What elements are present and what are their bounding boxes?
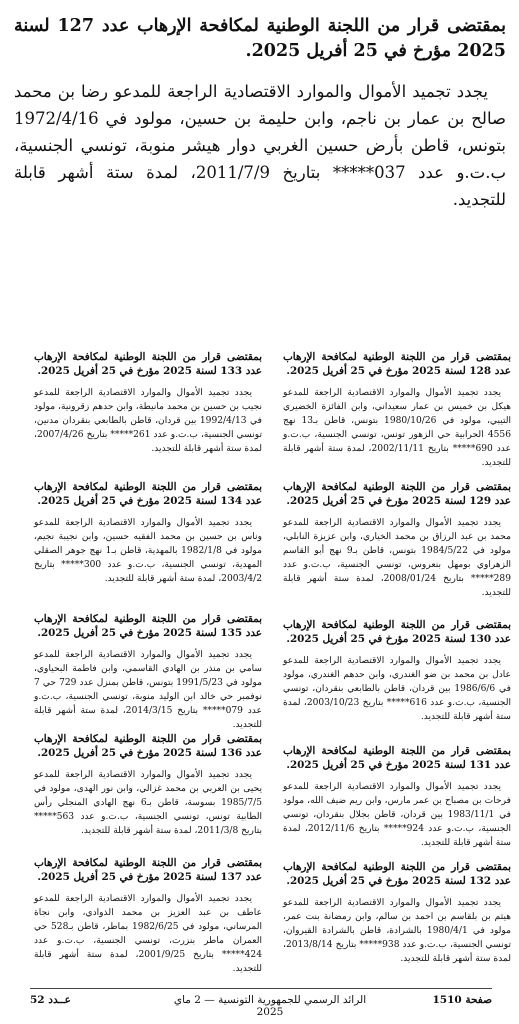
decree-heading: بمقتضى قرار من اللجنة الوطنية لمكافحة الإرهاب عدد 129 لسنة 2025 مؤرخ في 25 أفريل 2025. [283, 481, 511, 507]
decree-body: يجدد تجميد الأموال والموارد الاقتصادية الراجعة للمدعو هيكل بن خميس بن عمار سعيداني، وابن الفائزة الخضيري التيبي، مولود في 1980/10/26 بتونس، قاطن بـ13 نهج 4556 الحرابية حي الزهور تونس، تونسي الجنسية، ب.ت.و عدد 690***** بتاريخ 2002/11/11، لمدة ستة أشهر قابلة للتجديد. [283, 388, 512, 468]
issue-number: عــدد 52 [30, 994, 71, 1006]
lead-decree [14, 14, 506, 213]
decree-heading: بمقتضى قرار من اللجنة الوطنية لمكافحة الإرهاب عدد 131 لسنة 2025 مؤرخ في 25 أفريل 2025. [283, 745, 511, 771]
decree-heading: بمقتضى قرار من اللجنة الوطنية لمكافحة الإرهاب عدد 135 لسنة 2025 مؤرخ في 25 أفريل 2025. [34, 613, 262, 639]
decree-body: يجدد تجميد الأموال والموارد الاقتصادية الراجعة للمدعو سامي بن منذر بن الهادي القاسمي، وابن فاطمة البحياوي، مولود في 1991/5/23 بتونس، قاطن بمنزل عدد 729 حي 7 نوفمبر حي خالد ابن الوليد منوبة، تونسي الجنسية، ب.ت.و عدد 079***** بتاريخ 2014/3/15، لمدة ستة أشهر قابلة للتجديد. [34, 650, 263, 730]
decree-heading: بمقتضى قرار من اللجنة الوطنية لمكافحة الإرهاب عدد 130 لسنة 2025 مؤرخ في 25 أفريل 2025. [283, 619, 511, 645]
decree-heading: بمقتضى قرار من اللجنة الوطنية لمكافحة الإرهاب عدد 137 لسنة 2025 مؤرخ في 25 أفريل 2025. [34, 857, 262, 883]
decree-132 [283, 860, 511, 966]
decree-134 [34, 480, 262, 586]
decree-135 [34, 612, 262, 732]
decree-body: يجدد تجميد الأموال والموارد الاقتصادية الراجعة للمدعو عاطف بن عبد العزيز بن محمد الذوادي، وابن نجاة المرساني، مولود في 1982/6/25 بماطر، قاطن بـ528 حي العمران ماطر بنزرت، تونسي الجنسية، ب.ت.و عدد 424***** بتاريخ 2001/9/25، لمدة ستة أشهر قابلة للتجديد. [34, 894, 262, 974]
decree-129 [283, 480, 511, 600]
decree-body: يجدد تجميد الأموال والموارد الاقتصادية الراجعة للمدعو هيثم بن بلقاسم بن احمد بن سالم، وابن رمضانة بنت عمر، مولود في 1980/4/1 بالشرادة، قاطن بالشرادة القيروان، تونسي الجنسية، ب.ت.و عدد 938***** بتاريخ 2013/8/14، لمدة ستة أشهر قابلة للتجديد. [283, 898, 511, 964]
footer-divider [30, 988, 492, 989]
page-number: صفحة 1510 [432, 994, 492, 1006]
decree-body: يجدد تجميد الأموال والموارد الاقتصادية الراجعة للمدعو يحيى بن العربي بن محمد غزالي، وابن نور الهدى، مولود في 1985/7/5 بسوسة، قاطن بـ6 نهج الهادي المنجلي رأس الطابية تونس، تونسي الجنسية، ب.ت.و عدد 563***** بتاريخ 2011/3/8، لمدة ستة أشهر قابلة للتجديد. [34, 770, 262, 836]
decree-body: يجدد تجميد الأموال والموارد الاقتصادية الراجعة للمدعو فرحات بن مصباح بن عمر مارس، وابن ريم ضيف الله، مولود في 1983/11/1 بين قردان، قاطن بجلال بنقردان، تونسي الجنسية، ب.ت.و عدد 924***** بتاريخ 2012/11/6، لمدة ستة أشهر قابلة للتجديد. [283, 782, 511, 848]
decree-131 [283, 744, 511, 850]
decree-heading: بمقتضى قرار من اللجنة الوطنية لمكافحة الإرهاب عدد 136 لسنة 2025 مؤرخ في 25 أفريل 2025. [34, 733, 262, 759]
page-footer [30, 994, 492, 1018]
decree-body: يجدد تجميد الأموال والموارد الاقتصادية الراجعة للمدعو وناس بن حسين بن محمد الفقيه حسين، وابن نجيبة نجيم، مولود في 1982/1/8 بالمهدية، قاطن بـ1 نهج جوهر الصقلي المهدية، تونسي الجنسية، ب.ت.و عدد 300***** بتاريخ 2003/4/2، لمدة ستة أشهر قابلة للتجديد. [34, 518, 262, 584]
decree-body: يجدد تجميد الأموال والموارد الاقتصادية الراجعة للمدعو محمد بن عبد الرزاق بن محمد الخياري، وابن عزيزة النابلي، مولود في 1984/5/22 بتونس، قاطن بـ9 نهج أبو القاسم الزهراوي بومهل بنعروس، تونسي الجنسية، ب.ت.و عدد 289***** بتاريخ 2008/01/24، لمدة ستة أشهر قابلة للتجديد. [283, 518, 511, 598]
decree-137 [34, 856, 262, 976]
decree-heading: بمقتضى قرار من اللجنة الوطنية لمكافحة الإرهاب عدد 134 لسنة 2025 مؤرخ في 25 أفريل 2025. [34, 481, 262, 507]
lead-decree-body: يجدد تجميد الأموال والموارد الاقتصادية الراجعة للمدعو رضا بن محمد صالح بن عمار بن ناجم، وابن حليمة بن حسين، مولود في 1972/4/16 بتونس، قاطن بأرض حسين الغربي دوار هيشر منوبة، تونسي الجنسية، ب.ت.و عدد 037***** بتاريخ 2011/7/9، لمدة ستة أشهر قابلة للتجديد. [14, 82, 506, 209]
lead-decree-heading: بمقتضى قرار من اللجنة الوطنية لمكافحة الإرهاب عدد 127 لسنة 2025 مؤرخ في 25 أفريل 2025. [14, 16, 507, 61]
decree-body: يجدد تجميد الأموال والموارد الاقتصادية الراجعة للمدعو عادل بن محمد بن ضو الغندري، وابن حدهم الغندري، مولود في 1986/6/6 بين قردان، قاطن بالطابعي بنقردان، تونسي الجنسية، ب.ت.و عدد 616***** بتاريخ 2003/10/23، لمدة ستة أشهر قابلة للتجديد. [283, 656, 511, 722]
decree-body: يجدد تجميد الأموال والموارد الاقتصادية الراجعة للمدعو نجيب بن حسين بن محمد مانيطة، وابن حدهم زقرونية، مولود في 1992/4/13 بين قردان، قاطن بالطابعي بنقردان مدنين، تونسي الجنسية، ب.ت.و عدد 261***** بتاريخ 2007/4/26، لمدة ستة أشهر قابلة للتجديد. [34, 388, 262, 454]
decree-136 [34, 732, 262, 838]
decree-heading: بمقتضى قرار من اللجنة الوطنية لمكافحة الإرهاب عدد 132 لسنة 2025 مؤرخ في 25 أفريل 2025. [283, 861, 511, 887]
decree-130 [283, 618, 511, 724]
decree-heading: بمقتضى قرار من اللجنة الوطنية لمكافحة الإرهاب عدد 128 لسنة 2025 مؤرخ في 25 أفريل 2025. [283, 351, 511, 377]
decree-heading: بمقتضى قرار من اللجنة الوطنية لمكافحة الإرهاب عدد 133 لسنة 2025 مؤرخ في 25 أفريل 2025. [34, 351, 262, 377]
decree-133 [34, 350, 262, 456]
gazette-title: الرائد الرسمي للجمهورية التونسية — 2 ماي 2025 [173, 994, 367, 1018]
decree-128 [283, 350, 511, 470]
